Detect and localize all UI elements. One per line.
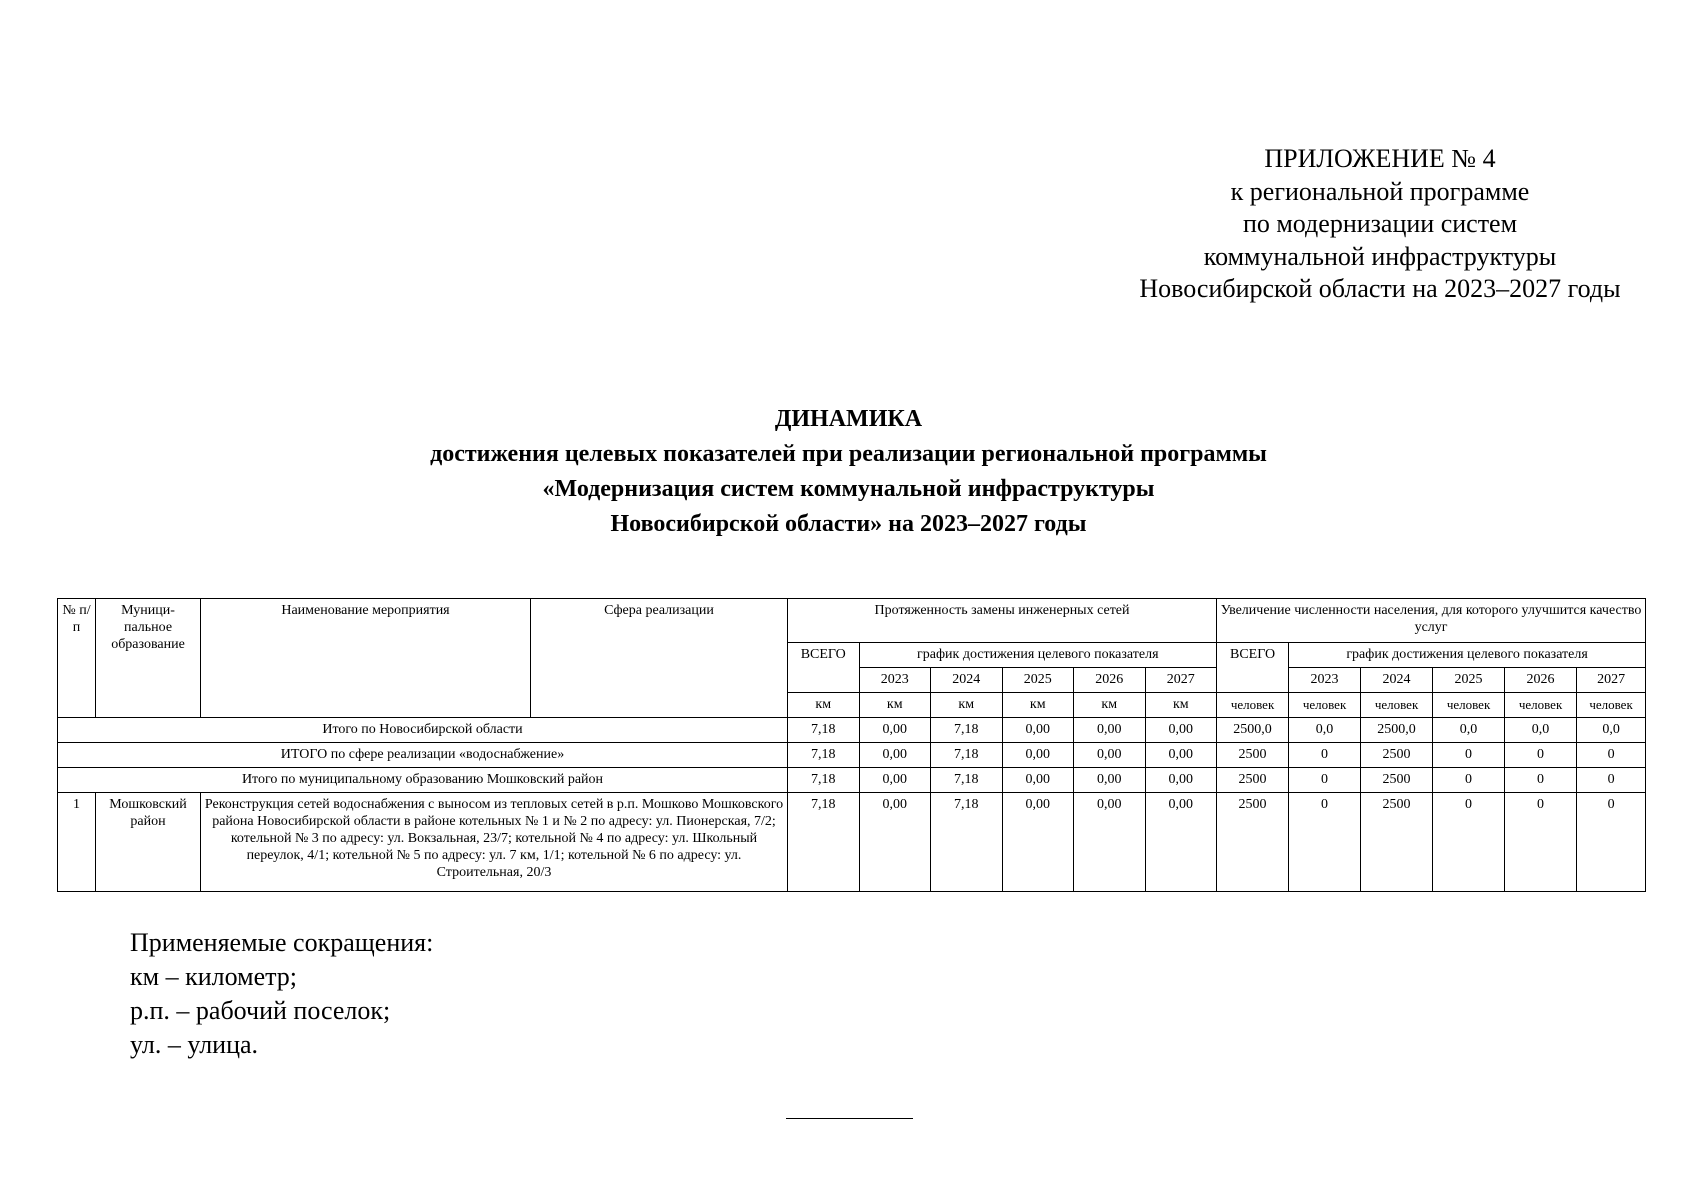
cell-value: 0,0 bbox=[1289, 718, 1361, 743]
header-num: № п/п bbox=[58, 599, 96, 718]
header-population-schedule: график достижения целевого показателя bbox=[1289, 643, 1646, 668]
document-title bbox=[0, 402, 1697, 542]
header-length-schedule: график достижения целевого показателя bbox=[859, 643, 1217, 668]
header-measure: Наименование мероприятия bbox=[201, 599, 531, 718]
cell-value: 0 bbox=[1505, 768, 1577, 793]
cell-value: 2500,0 bbox=[1217, 718, 1289, 743]
header-population-total: ВСЕГО bbox=[1217, 643, 1289, 693]
table-row bbox=[58, 793, 1646, 892]
unit-km: км bbox=[1145, 693, 1217, 718]
unit-people: человек bbox=[1505, 693, 1577, 718]
abbreviations-heading: Применяемые сокращения: bbox=[130, 928, 434, 957]
header-year: 2023 bbox=[1289, 668, 1361, 693]
appendix-line: ПРИЛОЖЕНИЕ № 4 bbox=[1264, 144, 1496, 173]
cell-value: 0,00 bbox=[1145, 793, 1217, 892]
unit-people: человек bbox=[1289, 693, 1361, 718]
header-year: 2024 bbox=[1361, 668, 1433, 693]
cell-value: 2500 bbox=[1361, 743, 1433, 768]
cell-value: 0 bbox=[1577, 793, 1646, 892]
appendix-line: к региональной программе bbox=[1230, 176, 1530, 206]
unit-people: человек bbox=[1433, 693, 1505, 718]
header-year: 2026 bbox=[1074, 668, 1146, 693]
cell-value: 0,00 bbox=[1002, 768, 1074, 793]
summary-label: Итого по Новосибирской области bbox=[58, 718, 788, 743]
cell-value: 2500 bbox=[1217, 793, 1289, 892]
cell-value: 0,00 bbox=[859, 768, 931, 793]
cell-value: 0,00 bbox=[1002, 743, 1074, 768]
cell-value: 0,00 bbox=[1074, 718, 1146, 743]
appendix-header bbox=[1110, 143, 1650, 306]
unit-people: человек bbox=[1577, 693, 1646, 718]
title-line: «Модернизация систем коммунальной инфраструктуры bbox=[542, 476, 1155, 502]
cell-value: 2500 bbox=[1361, 793, 1433, 892]
cell-value: 2500 bbox=[1361, 768, 1433, 793]
unit-km: км bbox=[1074, 693, 1146, 718]
summary-row-sphere bbox=[58, 743, 1646, 768]
cell-value: 0 bbox=[1505, 743, 1577, 768]
header-year: 2024 bbox=[931, 668, 1003, 693]
unit-km: км bbox=[859, 693, 931, 718]
cell-value: 0,0 bbox=[1577, 718, 1646, 743]
summary-label: Итого по муниципальному образованию Мошковский район bbox=[58, 768, 788, 793]
summary-row-municipality bbox=[58, 768, 1646, 793]
unit-km: км bbox=[788, 693, 860, 718]
abbreviation-item: ул. – улица. bbox=[130, 1030, 259, 1059]
cell-value: 0,00 bbox=[1074, 743, 1146, 768]
cell-value: 0 bbox=[1505, 793, 1577, 892]
cell-value: 0,00 bbox=[859, 793, 931, 892]
title-line: Новосибирской области» на 2023–2027 годы bbox=[610, 511, 1087, 537]
abbreviation-item: км – километр; bbox=[130, 962, 298, 991]
header-sphere: Сфера реализации bbox=[531, 599, 788, 718]
cell-value: 7,18 bbox=[788, 793, 860, 892]
header-population-group: Увеличение численности населения, для которого улучшится качество услуг bbox=[1217, 599, 1646, 643]
cell-value: 2500,0 bbox=[1361, 718, 1433, 743]
abbreviation-item: р.п. – рабочий поселок; bbox=[130, 996, 391, 1025]
row-measure: Реконструкция сетей водоснабжения с выносом из тепловых сетей в р.п. Мошково Мошковского района Новосибирской области в районе котельных № 1 и № 2 по адресу: ул. Пионерская, 7/2; котельной № 3 по адресу: ул. Вокзальная, 23/7; котельной № 4 по адресу: ул. Школьный переулок, 4/1; котельной № 5 по адресу: ул. 7 км, 1/1; котельной № 6 по адресу: ул. Строительная, 20/3 bbox=[201, 793, 788, 892]
title-line: ДИНАМИКА bbox=[774, 406, 923, 432]
cell-value: 0 bbox=[1577, 743, 1646, 768]
cell-value: 0,00 bbox=[1002, 793, 1074, 892]
unit-km: км bbox=[1002, 693, 1074, 718]
cell-value: 2500 bbox=[1217, 768, 1289, 793]
summary-row-region bbox=[58, 718, 1646, 743]
cell-value: 0,00 bbox=[859, 743, 931, 768]
cell-value: 0 bbox=[1433, 768, 1505, 793]
cell-value: 7,18 bbox=[788, 718, 860, 743]
appendix-line: Новосибирской области на 2023–2027 годы bbox=[1139, 274, 1621, 303]
row-num: 1 bbox=[58, 793, 96, 892]
unit-km: км bbox=[931, 693, 1003, 718]
cell-value: 2500 bbox=[1217, 743, 1289, 768]
cell-value: 7,18 bbox=[931, 743, 1003, 768]
cell-value: 0 bbox=[1289, 743, 1361, 768]
unit-people: человек bbox=[1361, 693, 1433, 718]
header-year: 2026 bbox=[1505, 668, 1577, 693]
cell-value: 0,00 bbox=[859, 718, 931, 743]
header-year: 2027 bbox=[1577, 668, 1646, 693]
header-municipality: Муници-пальное образование bbox=[96, 599, 201, 718]
cell-value: 7,18 bbox=[931, 793, 1003, 892]
cell-value: 0,0 bbox=[1505, 718, 1577, 743]
abbreviations-block bbox=[130, 926, 433, 1062]
appendix-line: по модернизации систем bbox=[1242, 209, 1518, 238]
appendix-line: коммунальной инфраструктуры bbox=[1203, 241, 1557, 271]
cell-value: 0 bbox=[1433, 743, 1505, 768]
summary-label: ИТОГО по сфере реализации «водоснабжение» bbox=[58, 743, 788, 768]
cell-value: 0,00 bbox=[1145, 743, 1217, 768]
header-year: 2027 bbox=[1145, 668, 1217, 693]
header-year: 2025 bbox=[1433, 668, 1505, 693]
header-length-group: Протяженность замены инженерных сетей bbox=[788, 599, 1217, 643]
cell-value: 7,18 bbox=[931, 718, 1003, 743]
unit-people: человек bbox=[1217, 693, 1289, 718]
cell-value: 0 bbox=[1577, 768, 1646, 793]
cell-value: 0,00 bbox=[1074, 793, 1146, 892]
title-line: достижения целевых показателей при реализации региональной программы bbox=[430, 441, 1267, 467]
end-divider bbox=[786, 1118, 913, 1119]
cell-value: 0,00 bbox=[1002, 718, 1074, 743]
cell-value: 0 bbox=[1433, 793, 1505, 892]
cell-value: 0,00 bbox=[1145, 718, 1217, 743]
header-length-total: ВСЕГО bbox=[788, 643, 860, 693]
cell-value: 7,18 bbox=[931, 768, 1003, 793]
cell-value: 0,00 bbox=[1074, 768, 1146, 793]
cell-value: 0,0 bbox=[1433, 718, 1505, 743]
cell-value: 0 bbox=[1289, 793, 1361, 892]
header-year: 2025 bbox=[1002, 668, 1074, 693]
indicators-table bbox=[57, 598, 1646, 892]
cell-value: 0 bbox=[1289, 768, 1361, 793]
cell-value: 0,00 bbox=[1145, 768, 1217, 793]
cell-value: 7,18 bbox=[788, 743, 860, 768]
cell-value: 7,18 bbox=[788, 768, 860, 793]
row-municipality: Мошковский район bbox=[96, 793, 201, 892]
header-year: 2023 bbox=[859, 668, 931, 693]
